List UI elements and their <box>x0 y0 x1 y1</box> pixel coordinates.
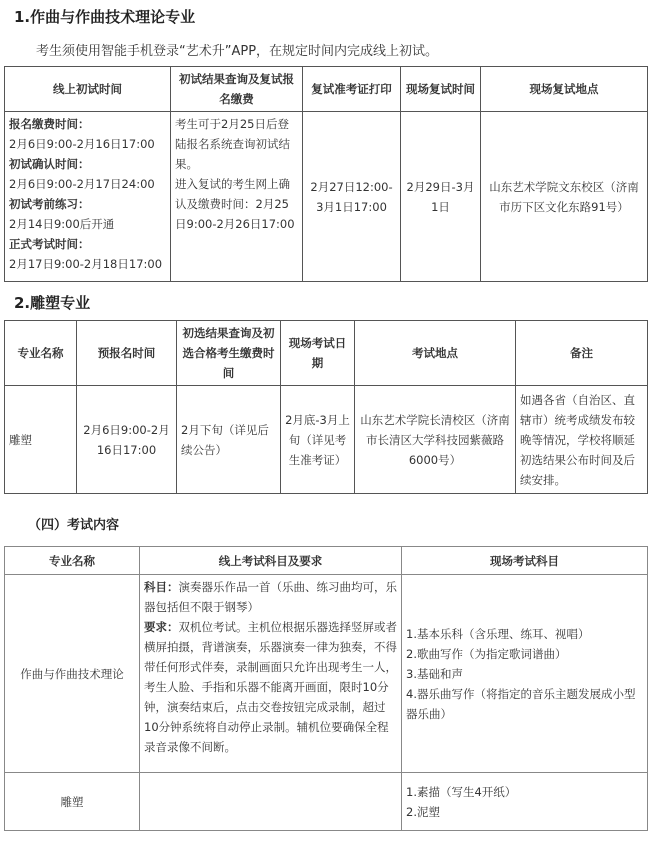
remarks-cell: 如遇各省（自治区、直辖市）统考成绩发布较晚等情况，学校将顺延初选结果公布时间及后续安排。 <box>516 386 648 494</box>
table-row <box>5 112 648 282</box>
header-cell: 初试结果查询及复试报名缴费 <box>171 67 303 112</box>
header-cell: 现场复试时间 <box>401 67 481 112</box>
major-cell: 雕塑 <box>5 386 77 494</box>
header-cell: 复试准考证打印 <box>303 67 401 112</box>
section1-table <box>4 66 648 282</box>
subject-label: 科目： <box>144 580 179 594</box>
subject-text: 演奏器乐作品一首（乐曲、练习曲均可，乐器包括但不限于钢琴） <box>144 580 397 614</box>
section2-title: 2.雕塑专业 <box>14 294 91 312</box>
retest-location-cell: 山东艺术学院文东校区（济南市历下区文化东路91号） <box>481 112 648 282</box>
header-cell: 现场考试日期 <box>281 321 355 386</box>
online-subject-cell <box>140 773 402 831</box>
result-query-text: 考生可于2月25日后登陆报名系统查询初试结果。 <box>175 117 290 171</box>
table-row <box>5 386 648 494</box>
time-label: 初试考前练习： <box>9 197 90 211</box>
major-cell: 作曲与作曲技术理论 <box>5 575 140 773</box>
table-row <box>5 575 648 773</box>
online-times-cell <box>5 112 171 282</box>
retest-time-cell: 2月29日-3月1日 <box>401 112 481 282</box>
table-header-row <box>5 547 648 575</box>
header-cell: 线上初试时间 <box>5 67 171 112</box>
section4-table <box>4 546 648 831</box>
list-item: 1.基本乐科（含乐理、练耳、视唱） <box>406 626 590 641</box>
header-cell: 备注 <box>516 321 648 386</box>
list-item: 3.基础和声 <box>406 666 463 681</box>
header-cell: 线上考试科目及要求 <box>140 547 402 575</box>
exam-location-cell: 山东艺术学院长清校区（济南市长清区大学科技园紫薇路6000号） <box>355 386 516 494</box>
table-header-row <box>5 67 648 112</box>
time-value: 2月6日9:00-2月16日17:00 <box>9 137 155 151</box>
onsite-subject-cell <box>402 575 648 773</box>
section2-table <box>4 320 648 494</box>
list-item: 2.泥塑 <box>406 804 440 819</box>
prereg-time-cell: 2月6日9:00-2月16日17:00 <box>77 386 177 494</box>
list-item: 4.器乐曲写作（将指定的音乐主题发展成小型器乐曲） <box>406 686 636 721</box>
major-cell: 雕塑 <box>5 773 140 831</box>
time-value: 2月17日9:00-2月18日17:00 <box>9 257 163 271</box>
onsite-subject-cell <box>402 773 648 831</box>
header-cell: 考试地点 <box>355 321 516 386</box>
result-time-cell: 2月下旬（详见后续公告） <box>177 386 281 494</box>
online-subject-cell <box>140 575 402 773</box>
retest-payment-text: 进入复试的考生网上确认及缴费时间：2月25日9:00-2月26日17:00 <box>175 177 295 231</box>
section1-intro: 考生须使用智能手机登录“艺术升”APP，在规定时间内完成线上初试。 <box>36 44 439 59</box>
list-item: 1.素描（写生4开纸） <box>406 784 517 799</box>
list-item: 2.歌曲写作（为指定歌词谱曲） <box>406 646 567 661</box>
time-value: 2月14日9:00后开通 <box>9 217 115 231</box>
header-cell: 现场复试地点 <box>481 67 648 112</box>
header-cell: 初选结果查询及初选合格考生缴费时间 <box>177 321 281 386</box>
time-label: 正式考试时间： <box>9 237 90 251</box>
header-cell: 专业名称 <box>5 547 140 575</box>
header-cell: 现场考试科目 <box>402 547 648 575</box>
requirement-label: 要求： <box>144 620 179 634</box>
time-value: 2月6日9:00-2月17日24:00 <box>9 177 155 191</box>
admission-print-cell: 2月27日12:00-3月1日17:00 <box>303 112 401 282</box>
time-label: 初试确认时间： <box>9 157 90 171</box>
table-header-row <box>5 321 648 386</box>
header-cell: 预报名时间 <box>77 321 177 386</box>
table-row <box>5 773 648 831</box>
requirement-text: 双机位考试。主机位根据乐器选择竖屏或者横屏拍摄，背谱演奏，乐器演奏一律为独奏，不得带任何形式伴奏，录制画面只允许出现考生一人，考生人脸、手指和乐器不能离开画面，限时10分钟，演奏结束后，点击交卷按钮完成录制，超过10分钟系统将自动停止录制。辅机位要确保全程录音录像不间断。 <box>144 620 397 754</box>
section1-title: 1.作曲与作曲技术理论专业 <box>14 8 196 26</box>
header-cell: 专业名称 <box>5 321 77 386</box>
time-label: 报名缴费时间： <box>9 117 90 131</box>
result-query-cell <box>171 112 303 282</box>
exam-date-cell: 2月底-3月上旬（详见考生准考证） <box>281 386 355 494</box>
section4-title: （四）考试内容 <box>28 518 120 533</box>
